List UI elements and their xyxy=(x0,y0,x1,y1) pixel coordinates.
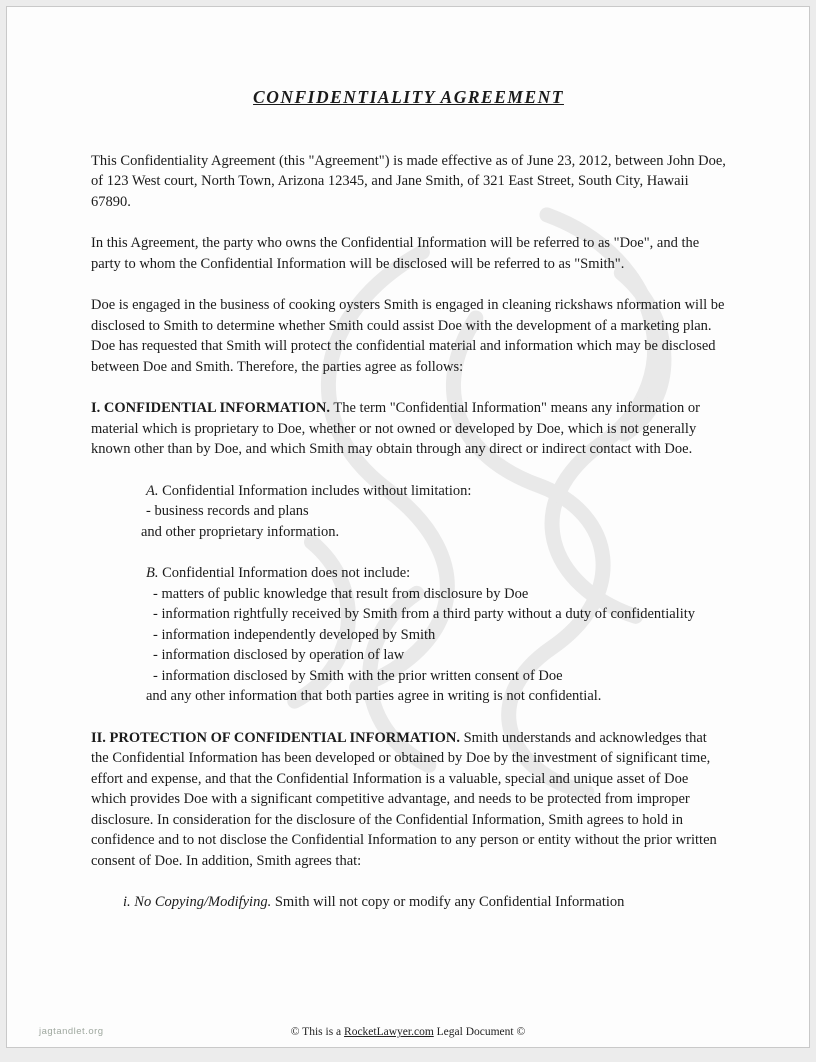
list-item: - business records and plans xyxy=(146,503,309,519)
list-item: - information disclosed by operation of law xyxy=(153,647,405,663)
section-2-paragraph xyxy=(91,728,726,872)
clause-b-intro-line xyxy=(146,563,726,584)
clause-a-intro-text: Confidential Information includes without limitation: xyxy=(162,482,472,499)
clause-b-label: B. xyxy=(146,565,159,581)
paragraph-parties: In this Agreement, the party who owns the Confidential Information will be referred to as "Doe", and the party to whom the Confidential Information will be disclosed will be referred to as "Smith". xyxy=(91,235,700,272)
paragraph-effective-date: This Confidentiality Agreement (this "Agreement") is made effective as of June 23, 2012, between John Doe, of 123 West court, North Town, Arizona 12345, and Jane Smith, of 321 East Street, South City, Hawaii 67890. xyxy=(91,152,726,210)
clause-b-intro-text: Confidential Information does not include: xyxy=(162,565,411,581)
document-page xyxy=(6,6,810,1048)
clause-i-line xyxy=(123,892,726,913)
document-content xyxy=(7,7,809,913)
clause-b-block xyxy=(91,563,726,707)
section-1-heading: I. CONFIDENTIAL INFORMATION. xyxy=(91,400,331,416)
list-item: and other proprietary information. xyxy=(141,523,340,540)
footer-suffix: Legal Document © xyxy=(433,1026,526,1038)
clause-i-label: i. No Copying/Modifying. xyxy=(123,894,272,910)
list-item: and any other information that both parties agree in writing is not confidential. xyxy=(146,688,602,704)
clause-i-body: Smith will not copy or modify any Confidential Information xyxy=(274,894,625,910)
list-item: - information disclosed by Smith with the prior written consent of Doe xyxy=(153,667,563,684)
section-2-body: Smith understands and acknowledges that the Confidential Information has been developed or obtained by Doe by the investment of significant time, effort and expense, and that the Confidential Information is a valuable, special and unique asset of Doe which provides Doe with a significant competitive advantage, and needs to be protected from improper disclosure. In consideration for the disclosure of the Confidential Information, Smith agrees to hold in confidence and to not disclose the Confidential Information to any person or entity without the prior written consent of Doe. In addition, Smith agrees that: xyxy=(91,729,717,869)
clause-a-block xyxy=(91,481,726,543)
section-1-paragraph xyxy=(91,398,726,460)
list-item: - information rightfully received by Smith from a third party without a duty of confidentiality xyxy=(153,606,696,622)
footer-link[interactable]: RocketLawyer.com xyxy=(344,1026,434,1038)
footer xyxy=(7,1026,809,1038)
section-1-body: The term "Confidential Information" means any information or material which is proprietary to Doe, whether or not owned or developed by Doe, which is not generally known other than by Doe, and which Smith may obtain through any direct or indirect contact with Doe. xyxy=(91,400,700,457)
clause-a-label: A. xyxy=(146,482,159,499)
watermark-url-text: jagtandlet.org xyxy=(39,1026,104,1037)
list-item: - matters of public knowledge that result from disclosure by Doe xyxy=(153,585,529,602)
footer-prefix: © This is a xyxy=(290,1026,345,1038)
list-item: - information independently developed by Smith xyxy=(153,626,436,643)
section-2-heading: II. PROTECTION OF CONFIDENTIAL INFORMATION. xyxy=(91,729,460,746)
clause-a-intro-line xyxy=(146,481,726,502)
document-title: CONFIDENTIALITY AGREEMENT xyxy=(253,87,564,107)
paragraph-background: Doe is engaged in the business of cooking oysters Smith is engaged in cleaning rickshaws nformation will be disclosed to Smith to determine whether Smith could assist Doe with the development of a marketing plan. Doe has requested that Smith will protect the confidential material and information which may be disclosed between Doe and Smith. Therefore, the parties agree as follows: xyxy=(91,297,725,375)
